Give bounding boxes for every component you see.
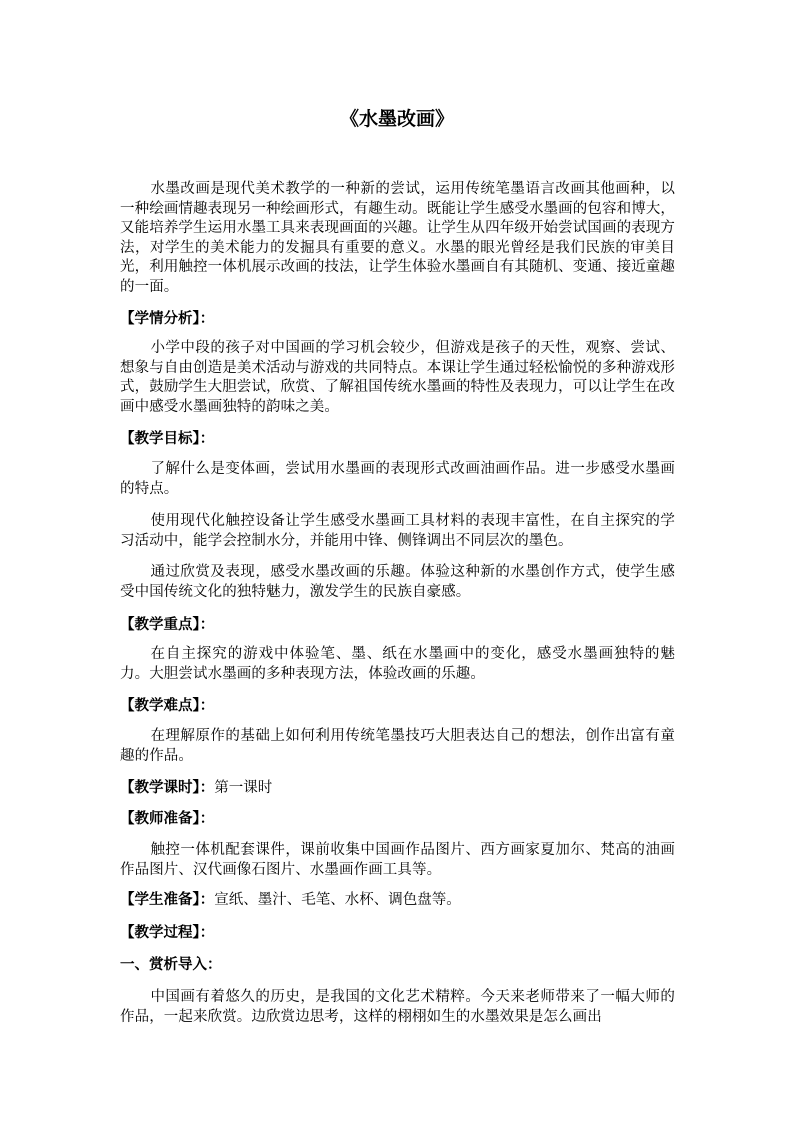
step1-paragraph: 中国画有着悠久的历史，是我国的文化艺术精粹。今天来老师带来了一幅大师的作品，一起来欣赏。边欣赏边思考，这样的栩栩如生的水墨效果是怎么画出 [120, 989, 675, 1025]
teacher-prep-heading: 【教师准备】： [120, 811, 215, 827]
student-prep-heading: 【学生准备】： [120, 892, 215, 908]
analysis-heading: 【学情分析】： [120, 311, 215, 327]
student-prep-line [120, 891, 675, 911]
difficulty-heading: 【教学难点】： [120, 698, 215, 714]
process-heading: 【教学过程】： [120, 925, 215, 941]
goal-item-3: 通过欣赏及表现，感受水墨改画的乐趣。体验这种新的水墨创作方式，使学生感受中国传统文化的独特魅力，激发学生的民族自豪感。 [120, 564, 675, 600]
goal-item-2: 使用现代化触控设备让学生感受水墨画工具材料的表现丰富性，在自主探究的学习活动中，能学会控制水分，并能用中锋、侧锋调出不同层次的墨色。 [120, 513, 675, 549]
teacher-prep-paragraph: 触控一体机配套课件，课前收集中国画作品图片、西方画家夏加尔、梵高的油画作品图片、汉代画像石图片、水墨画作画工具等。 [120, 842, 675, 878]
intro-paragraph: 水墨改画是现代美术教学的一种新的尝试，运用传统笔墨语言改画其他画种，以一种绘画情趣表现另一种绘画形式，有趣生动。既能让学生感受水墨画的包容和博大，又能培养学生运用水墨工具来表现画面的兴趣。让学生从四年级开始尝试国画的表现方法，对学生的美术能力的发掘具有重要的意义。水墨的眼光曾经是我们民族的审美目光，利用触控一体机展示改画的技法，让学生体验水墨画自有其随机、变通、接近童趣的一面。 [120, 181, 675, 295]
document-title: 《水墨改画》 [339, 108, 454, 130]
difficulty-paragraph: 在理解原作的基础上如何利用传统笔墨技巧大胆表达自己的想法，创作出富有童趣的作品。 [120, 728, 675, 764]
keypoints-heading: 【教学重点】： [120, 617, 215, 633]
goal-item-1: 了解什么是变体画，尝试用水墨画的表现形式改画油画作品。进一步感受水墨画的特点。 [120, 461, 675, 497]
period-value: 第一课时 [214, 780, 273, 796]
goals-heading: 【教学目标】： [120, 431, 215, 447]
period-line [120, 779, 675, 799]
step1-heading: 一、赏析导入： [120, 957, 222, 973]
period-heading: 【教学课时】： [120, 780, 215, 796]
student-prep-value: 宣纸、墨汁、毛笔、水杯、调色盘等。 [214, 892, 461, 908]
analysis-paragraph: 小学中段的孩子对中国画的学习机会较少，但游戏是孩子的天性，观察、尝试、想象与自由创造是美术活动与游戏的共同特点。本课让学生通过轻松愉悦的多种游戏形式，鼓励学生大胆尝试，欣赏、了解祖国传统水墨画的特性及表现力，可以让学生在改画中感受水墨画独特的韵味之美。 [120, 340, 675, 415]
keypoints-paragraph: 在自主探究的游戏中体验笔、墨、纸在水墨画中的变化，感受水墨画独特的魅力。大胆尝试水墨画的多种表现方法，体验改画的乐趣。 [120, 646, 675, 682]
